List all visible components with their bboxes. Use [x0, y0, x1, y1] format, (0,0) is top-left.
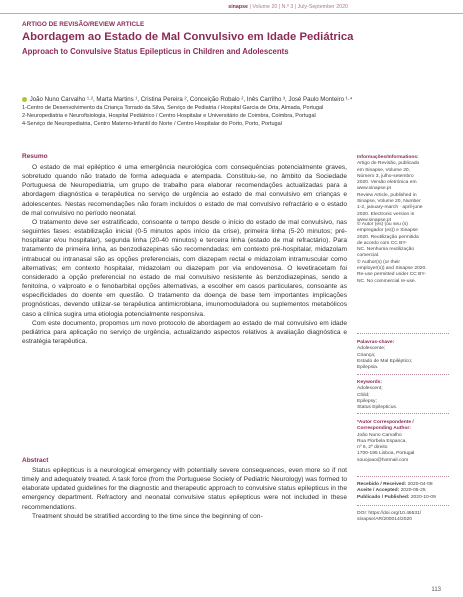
resumo-paragraph: O tratamento deve ser estratificado, consoante o tempo desde o início do estado de mal convulsivo, nas seguintes fases: estabilização inicial (0-5 minutos após início da crise), primeira linha (5-20 minutos; pré-hospitalar e/ou hospitalar), segunda linha (20-40 minutos) e terceira linha (estado de mal refractário). Para tratamento de primeira linha, as benzodiazepinas são recomendadas: em contexto pré-hospitalar, midazolam intrabucal ou intranasal são as opções preferenciais, com diazepam rectal e midazolam intramuscular como alternativas; em contexto hospitalar, midazolam ou diazepam por via endovenosa. O levetiracetam foi considerado a opção preferencial no estado de mal convulsivo resistente às benzodiazepinas, sendo a fenitoína, o valproato e o fenobarbital opções alternativas, a escolher em casos particulares, consoante as especificidades do doente em questão. O tratamento da doença de base tem importantes implicações prognósticas, devendo utilizar-se terapêutica antimicrobiana, imunomoduladora ou suplementos metabólicos caso a clínica sugira uma etiologia potencialmente responsiva.: [22, 218, 347, 318]
corresponding-author: [357, 420, 449, 464]
abstract-body: [22, 466, 347, 521]
page-number: 113: [431, 587, 441, 593]
article-type: ARTIGO DE REVISÃO/REVIEW ARTICLE: [22, 21, 145, 28]
license-line: 2020. Reutilização permitida: [357, 234, 419, 240]
sidebar-divider: [357, 413, 449, 414]
title-portuguese: Abordagem ao Estado de Mal Convulsivo em Idade Pediátrica: [22, 31, 354, 43]
issue-meta: | Volume 20 | N.º 3 | July-September 2020: [248, 4, 348, 10]
keywords-pt: [357, 340, 449, 371]
date-value: 2020-10-09: [410, 494, 436, 500]
keyword: Adolescent;: [357, 386, 383, 392]
info-line: www.sinapse.pt: [357, 186, 391, 192]
info-line: Review Article, published in: [357, 192, 417, 198]
affiliation-2: 2-Neuropediatria e Neurofisiologia, Hospital Pediátrico / Centro Hospitalar e Universitário de Coimbra, Coimbra, Portugal: [22, 113, 316, 119]
info-line: www.sinapse.pt: [357, 217, 391, 223]
info-line: 1-2, january-march · april-june: [357, 205, 423, 211]
publication-dates: [357, 482, 449, 501]
corr-line: João Nuno Carvalho: [357, 432, 402, 438]
author-list: [22, 96, 352, 103]
keyword: Criança;: [357, 352, 376, 358]
info-line: Número 3, julho-setembro: [357, 173, 414, 179]
date-value: 2020-04-08: [407, 482, 433, 487]
license-line: comercial.: [357, 253, 380, 259]
corr-line: nº 6, 2º direito: [357, 445, 388, 451]
orcid-icon[interactable]: [22, 97, 27, 102]
date-value: 2020-05-25: [400, 488, 426, 494]
header-rule: [0, 13, 463, 14]
license-line: © Autor (es) (ou seu (s): [357, 222, 408, 227]
license-line: de acordo com CC BY-: [357, 240, 407, 246]
affiliation-1: 1-Centro de Desenvolvimento da Criança Torrado da Silva, Serviço de Pediatria / Hospital Garcia de Orta, Almada, Portugal: [22, 105, 324, 111]
authors-text: João Nuno Carvalho ¹·², Marta Martins ¹, Cristina Pereira ², Conceição Robalo ², Inês Carrilho ³, José Paulo Monteiro ¹·⁴: [29, 96, 353, 103]
resumo-body: [22, 163, 347, 346]
keyword: Status Epilepticus.: [357, 405, 398, 411]
article-info: [357, 155, 449, 224]
license-line: NC. Nenhuma reutilização: [357, 247, 415, 253]
keywords-en: [357, 380, 449, 411]
resumo-paragraph: Com este documento, propomos um novo protocolo de abordagem ao estado de mal convulsivo em idade pediátrica para aplicação no serviço de urgência, actualizando aspectos relativos à avaliação diagnóstica e estratégia terapêutica.: [22, 319, 347, 345]
date-row: [357, 495, 449, 501]
info-line: 2020. Versão eletrónica em: [357, 180, 417, 186]
keyword: Child;: [357, 392, 370, 398]
keyword: Epilepsy;: [357, 398, 377, 404]
resumo-paragraph: O estado de mal epiléptico é uma emergência neurológica com consequências potencialmente graves, sobretudo quando não tratado de forma adequada e atempada. Constituiu-se, no âmbito da Sociedade Portuguesa de Neuropediatria, um grupo de trabalho para elaborar recomendações actualizadas para a abordagem diagnóstica e terapêutica no serviço de urgência ao estado de mal convulsivo em crianças e adolescentes. Nestas recomendações não foram incluídos o estado de mal convulsivo refractário e o estado de mal convulsivo no período neonatal.: [22, 164, 347, 217]
keywords-pt-heading: Palavras-chave:: [357, 340, 395, 345]
abstract-paragraph: Status epilepticus is a neurological emergency with potentially severe consequences, even more so if not timely and adequately treated. A task force (from the Portuguese Society of Pediatric Neurology) was formed to elaborate updated guidelines for the diagnostic and therapeutic approach to convulsive status epilepticus in the emergency department. Refractory and neonatal convulsive status epilepticus were not included in these recommendations.: [22, 467, 347, 511]
title-english: Approach to Convulsive Status Epilepticus in Children and Adolescents: [22, 47, 289, 56]
license-note: [357, 222, 449, 285]
sidebar-divider: [357, 333, 449, 334]
info-line: Sinapse, Volume 20, Number: [357, 199, 421, 205]
resumo-heading: Resumo: [22, 153, 48, 160]
journal-header: [228, 4, 348, 10]
doi-block[interactable]: [357, 511, 449, 524]
info-line: 2020. Electronic version in: [357, 211, 415, 217]
corr-heading: Corresponding Author:: [357, 426, 411, 432]
license-line: Re-use permitted under CC BY-: [357, 272, 426, 278]
info-line: Artigo de Revisão, publicado: [357, 161, 420, 167]
date-label: Aceite / Accepted:: [357, 488, 400, 494]
date-label: Recebido / Received:: [357, 482, 407, 487]
sidebar-divider: [357, 505, 449, 506]
sidebar-divider: [357, 374, 449, 375]
abstract-heading: Abstract: [22, 457, 49, 464]
sidebar-divider: [357, 476, 449, 477]
journal-name: sinapse: [228, 4, 248, 10]
doi-line[interactable]: DOI: https://doi.org/10.46531/: [357, 511, 422, 516]
corr-line: Rua Florbela Espanca,: [357, 438, 407, 444]
date-label: Publicado / Published:: [357, 494, 410, 500]
license-line: employer(s)) and Sinapse 2020.: [357, 266, 427, 272]
info-line: em Sinapse, Volume 20,: [357, 167, 411, 173]
keyword: Adolescente;: [357, 346, 386, 352]
affiliation-3: 4-Serviço de Neuropediatria, Centro Materno-Infantil do Norte / Centro Hospitalar do Porto, Porto, Portugal: [22, 121, 282, 127]
keyword: Estado de Mal Epiléptico;: [357, 358, 413, 364]
doi-line[interactable]: sinapse/AR/200014/2020: [357, 517, 412, 523]
corr-line: 1700-195 Lisboa, Portugal: [357, 451, 415, 457]
abstract-paragraph: Treatment should be stratified according to the time since the beginning of con-: [32, 512, 263, 520]
license-line: empregador (es)) e Sinapse: [357, 228, 418, 234]
license-line: NC. No commercial re-use.: [357, 278, 416, 284]
license-line: © Author(s) (or their: [357, 259, 401, 265]
keywords-en-heading: Keywords:: [357, 380, 383, 385]
keyword: Epilepsia.: [357, 365, 379, 371]
corr-email[interactable]: souojoao@hotmail.com: [357, 457, 409, 463]
corr-heading: *Autor Correspondente /: [357, 420, 414, 425]
info-heading: Informações/Informations:: [357, 155, 419, 160]
